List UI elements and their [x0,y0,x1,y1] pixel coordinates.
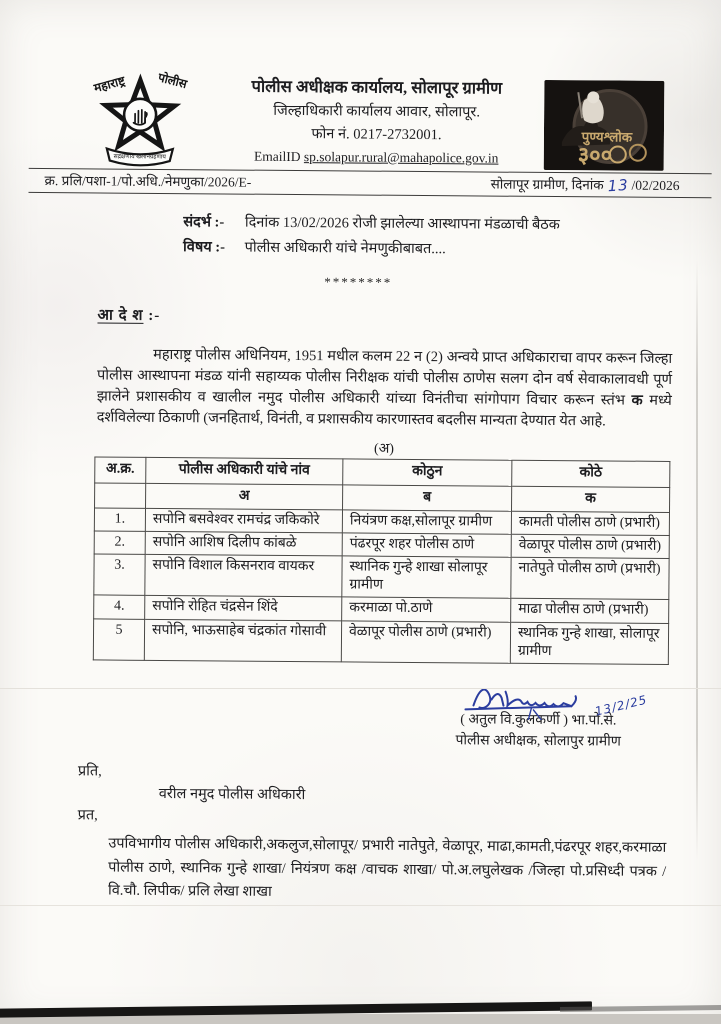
order-heading-text: आ दे श [97,307,144,325]
maharashtra-police-logo-icon [77,66,204,173]
logo-right-text: पोलीस [156,70,189,92]
cell-name: सपोनि विशाल किसनराव वायकर [145,554,342,597]
cell-to: स्थानिक गुन्हे शाखा, सोलापूर ग्रामीण [510,622,668,665]
place-date [491,175,680,194]
office-phone: फोन नं. 0217-2732001. [311,126,442,144]
signature-block [413,679,664,753]
vishay-label: विषय :- [183,238,226,256]
cell-from: वेळापूर पोलीस ठाणे (प्रभारी) [341,621,510,664]
date-suffix: /02/2026 [628,177,680,194]
cell-name: सपोनि, भाऊसाहेब चंद्रकांत गोसावी [144,619,341,662]
email-label: EmailID [254,148,305,164]
subheader-b: ब [343,484,512,511]
cell-to: कामती पोलीस ठाणे (प्रभारी) [511,511,669,535]
email-value: sp.solapur.rural@mahapolice.gov.in [303,148,499,166]
table-row [94,554,669,600]
logo-circle [124,99,156,131]
signatory-name: ( अतुल वि.कुलकर्णी ) भा.पो.से. [460,712,617,729]
punyashlok-emblem [544,80,665,171]
col-header-srno: अ.क्र. [95,457,146,483]
body-part1: महाराष्ट्र पोलीस अधिनियम, 1951 मधील कलम 22 न (2) अन्वये प्राप्त अधिकाराचा वापर करून जिल्हा पोलीस आस्थापना मंडळ यांनी सहाय्यक पोलीस निरीक्षक यांची पोलीस ठाणेस सलग दोन वर्ष सेवाकालावधी पूर्ण झालेने प्रशासकीय व खालील नमुद पोलीस अधिकारी यांच्या विनंतीचा सांगोपाग विचार करून स्तंभ [96,347,673,409]
subheader-a: अ [146,483,343,510]
prat-label: प्रत, [77,807,98,824]
cell-from: करमाळा पो.ठाणे [342,597,511,622]
vertical-fold-line [696,260,698,860]
letterhead [0,0,721,173]
subheader-blank [95,482,146,508]
cell-srno: 4. [94,595,145,619]
cell-to: वेळापूर पोलीस ठाणे (प्रभारी) [511,534,669,558]
order-heading-colon: :- [143,308,161,325]
cell-to: माढा पोलीस ठाणे (प्रभारी) [511,599,669,623]
cell-name: सपोनि बसवेश्वर रामचंद्र जकिकोरे [145,508,342,533]
star-separator: ******** [324,274,393,291]
transfer-table [93,457,671,665]
cell-name: सपोनि आशिष दिलीप कांबळे [145,531,342,556]
prati-label: प्रति, [77,763,102,780]
distribution-list: उपविभागीय पोलीस अधिकारी,अकलुज,सोलापूर/ प्रभारी नातेपुते, वेळापूर, माढा,कामती,पंढरपूर शहर,करमाळा पोलीस ठाणे, स्थानिक गुन्हे शाखा/ नियंत्रण कक्ष /वाचक शाखा/ पो.अ.लघुलेखक /जिल्हा पो.प्रसिध्दी पत्रक /वि.चौ. लिपीक/ प्रलि लेखा शाखा [107,835,667,900]
horizontal-fold-line [0,688,721,689]
logo-motto: सद्रक्षणाय खलनिग्रहणाय [113,154,166,161]
handwritten-day: 13 [606,175,629,196]
logo-left-text: महाराष्ट्र [92,73,127,96]
footer [0,760,715,908]
body-part2: मध्ये दर्शविलेल्या ठिकाणी (जनहितार्थ, विनंती, व प्रशासकीय कारणास्तव बदलीस मान्यता देण्यात येत आहे. [96,393,672,430]
reference-number: क्र. प्रलि/पशा-1/पो.अधि./नेमणुका/2026/E- [44,173,252,190]
subheader-k: क [512,486,670,512]
prati-addressee: वरील नमुद पोलीस अधिकारी [158,785,306,804]
office-email [204,145,549,169]
vishay-line [183,235,719,264]
cell-from: स्थानिक गुन्हे शाखा सोलापूर ग्रामीण [342,556,511,599]
signature-scribble [413,679,663,719]
order-heading [97,305,718,330]
signature-icon [465,689,576,721]
letterhead-text [204,73,550,169]
emblem-title: पुण्यश्लोक [581,129,633,145]
sandarbh-label: संदर्भ :- [183,214,225,231]
col-header-to: कोठे [512,461,670,487]
meta-block [183,210,719,263]
cell-srno: 2. [94,531,145,555]
cell-name: सपोनि रोहित चंद्रसेन शिंदे [145,596,342,621]
signatory-designation: पोलीस अधीक्षक, सोलापुर ग्रामीण [455,733,621,750]
signature-date-handwritten: 13/2/25 [593,692,649,719]
vishay-text: पोलीस अधिकारी यांचे नेमणुकीबाबत.... [244,239,446,257]
horizontal-fold-line-2 [0,905,721,906]
body-bold-k: क [631,392,643,410]
cell-srno: 1. [94,508,145,532]
cell-srno: 5 [93,619,144,661]
order-body [97,345,673,434]
place-date-prefix: सोलापूर ग्रामीण, दिनांक [490,176,608,193]
sandarbh-text: दिनांक 13/02/2026 रोजी झालेल्या आस्थापना मंडळाची बैठक [244,214,560,234]
col-header-from: कोठुन [343,459,512,486]
office-address: जिल्हाधिकारी कार्यालय आवार, सोलापूर. [273,102,481,121]
table-row [93,619,668,665]
cell-from: पंढरपूर शहर पोलीस ठाणे [342,533,511,558]
sandarbh-line [183,210,719,239]
emblem-300: ३०० [577,142,613,168]
cell-to: नातेपुते पोलीस ठाणे (प्रभारी) [511,557,669,600]
col-header-name: पोलीस अधिकारी यांचे नांव [146,458,343,485]
table-caption: (अ) [373,441,395,458]
cell-srno: 3. [94,554,145,596]
office-title: पोलीस अधीक्षक कार्यालय, सोलापूर ग्रामीण [251,76,503,98]
cell-from: नियंत्रण कक्ष,सोलापूर ग्रामीण [342,510,511,535]
